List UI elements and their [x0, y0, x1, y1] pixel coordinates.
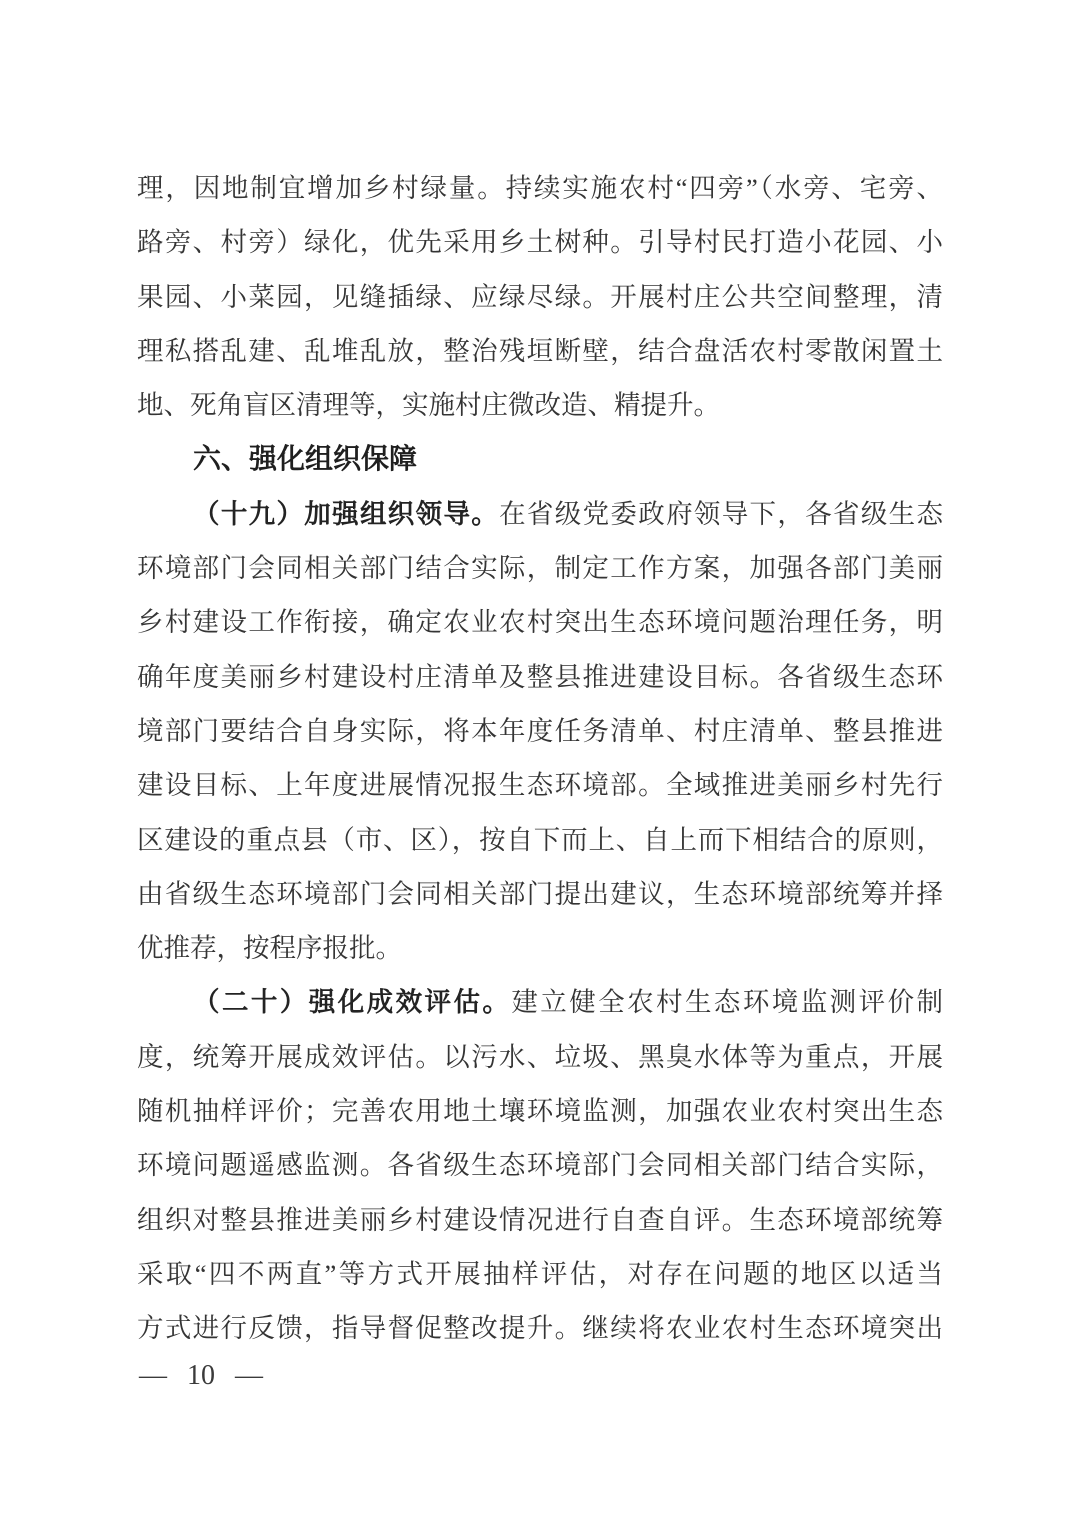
text-line: [137, 1084, 943, 1138]
line-text: 理私搭乱建、乱堆乱放，整治残垣断壁，结合盘活农村零散闲置土: [137, 335, 943, 366]
line-text: 随机抽样评价；完善农用地土壤环境监测，加强农业农村突出生态: [137, 1096, 943, 1127]
text-line: [137, 813, 943, 867]
text-line: [137, 704, 943, 758]
line-text: 环境问题遥感监测。各省级生态环境部门会同相关部门结合实际，: [137, 1150, 943, 1181]
text-line: [137, 650, 943, 704]
text-block: [137, 161, 943, 1356]
text-line: [137, 1301, 943, 1355]
line-text: 确年度美丽乡村建设村庄清单及整县推进建设目标。各省级生态环: [137, 661, 943, 692]
line-text: 采取“四不两直”等方式开展抽样评估，对存在问题的地区以适当: [137, 1258, 943, 1289]
line-text: 由省级生态环境部门会同相关部门提出建议，生态环境部统筹并择: [137, 878, 943, 909]
line-text: 度，统筹开展成效评估。以污水、垃圾、黑臭水体等为重点，开展: [137, 1041, 943, 1072]
text-line: [137, 867, 943, 921]
line-text: 在省级党委政府领导下，各省级生态: [499, 498, 943, 529]
line-text: 六、强化组织保障: [193, 443, 418, 475]
paragraph-lead-bold: （十九）加强组织领导。: [193, 498, 500, 529]
line-text: 环境部门会同相关部门结合实际，制定工作方案，加强各部门美丽: [137, 553, 943, 584]
text-line: [137, 1247, 943, 1301]
text-line: [137, 270, 943, 324]
line-text: 理，因地制宜增加乡村绿量。持续实施农村“四旁”（水旁、宅旁、: [137, 173, 943, 203]
paragraph-lead-bold: （二十）强化成效评估。: [193, 987, 512, 1018]
line-text: 境部门要结合自身实际，将本年度任务清单、村庄清单、整县推进: [137, 715, 943, 746]
text-line: [137, 324, 943, 378]
line-text: 地、死角盲区清理等，实施村庄微改造、精提升。: [137, 390, 720, 421]
text-line: [137, 215, 943, 269]
text-line: [137, 1030, 943, 1084]
line-text: 建设目标、上年度进展情况报生态环境部。全域推进美丽乡村先行: [137, 770, 943, 801]
line-text: 方式进行反馈，指导督促整改提升。继续将农业农村生态环境突出: [137, 1313, 943, 1344]
text-line: [137, 378, 943, 432]
line-text: 乡村建设工作衔接，确定农业农村突出生态环境问题治理任务，明: [137, 607, 943, 638]
text-line: [137, 161, 943, 215]
text-line: [137, 758, 943, 812]
line-text: 果园、小菜园，见缝插绿、应绿尽绿。开展村庄公共空间整理，清: [137, 281, 943, 312]
line-text: 优推荐，按程序报批。: [137, 933, 402, 964]
text-line: [137, 1138, 943, 1192]
line-text: 区建设的重点县（市、区），按自下而上、自上而下相结合的原则，: [137, 824, 943, 855]
text-line: [137, 541, 943, 595]
text-line: [137, 487, 943, 541]
page-number: — 10 —: [139, 1360, 263, 1391]
line-text: 建立健全农村生态环境监测评价制: [511, 987, 943, 1018]
line-text: 组织对整县推进美丽乡村建设情况进行自查自评。生态环境部统筹: [137, 1204, 943, 1235]
text-line: [137, 975, 943, 1029]
text-line: [137, 595, 943, 649]
section-heading: [137, 432, 943, 486]
text-line: [137, 1193, 943, 1247]
line-text: 路旁、村旁）绿化，优先采用乡土树种。引导村民打造小花园、小: [137, 227, 943, 258]
text-line: [137, 921, 943, 975]
